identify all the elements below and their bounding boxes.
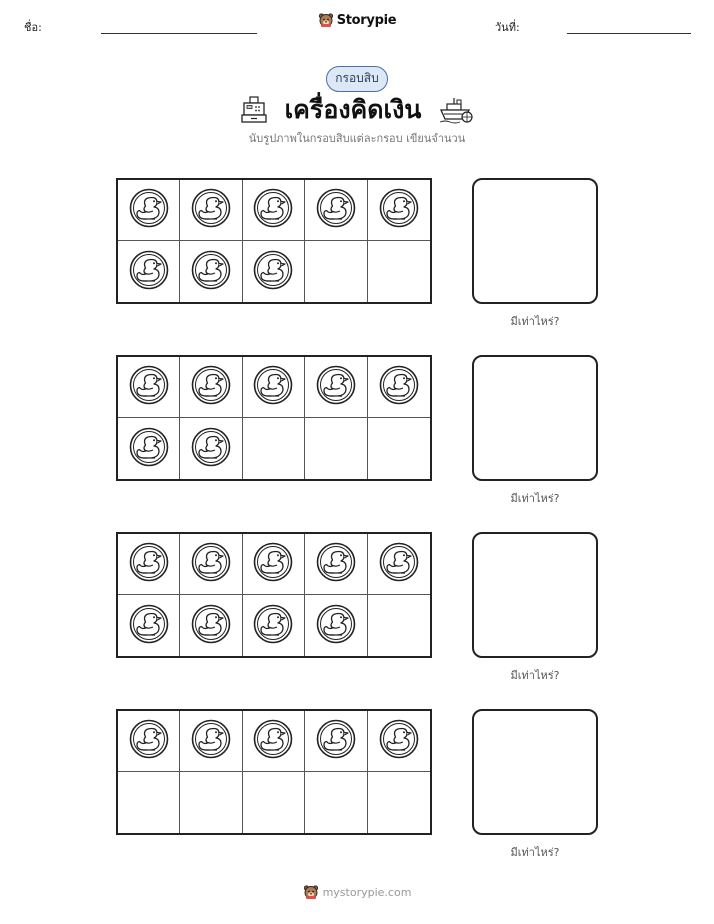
- ten-frame-cell: [368, 241, 430, 302]
- ten-frame-cell: [118, 241, 180, 302]
- duck-coin-icon: [191, 604, 231, 648]
- page-title: เครื่องคิดเงิน: [284, 95, 422, 124]
- cash-register-icon: [241, 96, 267, 124]
- ten-frame-cell: [243, 772, 305, 833]
- bear-icon: [318, 12, 334, 28]
- ten-frame-cell: [368, 595, 430, 656]
- duck-coin-icon: [379, 365, 419, 409]
- ten-frame-cell: [305, 241, 367, 302]
- ten-frame-cell: [243, 595, 305, 656]
- ten-frame-cell: [305, 595, 367, 656]
- ten-frame: [116, 709, 432, 835]
- ten-frame-cell: [180, 711, 242, 772]
- ten-frame-cell: [118, 418, 180, 479]
- bear-icon: [303, 884, 319, 900]
- ten-frame: [116, 355, 432, 481]
- footer-url: mystorypie.com: [322, 885, 412, 899]
- date-label: วันที่:: [495, 21, 520, 34]
- question-label: มีเท่าไหร่?: [510, 846, 560, 859]
- duck-coin-icon: [129, 542, 169, 586]
- duck-coin-icon: [129, 427, 169, 471]
- ten-frame-cell: [305, 711, 367, 772]
- duck-coin-icon: [191, 188, 231, 232]
- question-label: มีเท่าไหร่?: [510, 669, 560, 682]
- question-label: มีเท่าไหร่?: [510, 492, 560, 505]
- ten-frame-cell: [243, 534, 305, 595]
- ten-frame-cell: [118, 711, 180, 772]
- ten-frame-cell: [368, 357, 430, 418]
- duck-coin-icon: [191, 365, 231, 409]
- ten-frame-cell: [118, 772, 180, 833]
- ten-frame-cell: [243, 241, 305, 302]
- answer-box[interactable]: [472, 178, 598, 304]
- footer: [0, 884, 714, 900]
- topic-tag: กรอบสิบ: [326, 66, 388, 92]
- duck-coin-icon: [253, 365, 293, 409]
- date-line[interactable]: [567, 33, 691, 34]
- ten-frame-cell: [305, 418, 367, 479]
- ten-frame-cell: [118, 180, 180, 241]
- duck-coin-icon: [129, 250, 169, 294]
- ten-frame-cell: [243, 711, 305, 772]
- ten-frame-cell: [180, 180, 242, 241]
- brand-logo: [0, 12, 714, 28]
- instructions: นับรูปภาพในกรอบสิบแต่ละกรอบ เขียนจำนวน: [248, 132, 466, 145]
- duck-coin-icon: [379, 719, 419, 763]
- brand-name: Storypie: [336, 12, 397, 28]
- ten-frame-cell: [368, 711, 430, 772]
- duck-coin-icon: [316, 365, 356, 409]
- ten-frame-cell: [243, 418, 305, 479]
- ten-frame: [116, 532, 432, 658]
- duck-coin-icon: [129, 604, 169, 648]
- ten-frame-cell: [180, 241, 242, 302]
- duck-coin-icon: [379, 188, 419, 232]
- duck-coin-icon: [379, 542, 419, 586]
- ten-frame-cell: [368, 772, 430, 833]
- answer-box[interactable]: [472, 355, 598, 481]
- ten-frame-cell: [180, 357, 242, 418]
- duck-coin-icon: [253, 188, 293, 232]
- ten-frame-cell: [118, 595, 180, 656]
- ten-frame-cell: [305, 180, 367, 241]
- duck-coin-icon: [253, 250, 293, 294]
- ten-frame-cell: [368, 534, 430, 595]
- duck-coin-icon: [191, 542, 231, 586]
- duck-coin-icon: [129, 719, 169, 763]
- duck-coin-icon: [316, 188, 356, 232]
- duck-coin-icon: [191, 719, 231, 763]
- duck-coin-icon: [316, 719, 356, 763]
- duck-coin-icon: [253, 719, 293, 763]
- ten-frame-cell: [180, 772, 242, 833]
- ten-frame-cell: [118, 357, 180, 418]
- name-label: ชื่อ:: [24, 21, 42, 34]
- answer-box[interactable]: [472, 532, 598, 658]
- ten-frame-cell: [305, 772, 367, 833]
- ten-frame-cell: [305, 357, 367, 418]
- ten-frame-cell: [118, 534, 180, 595]
- ten-frame-cell: [180, 534, 242, 595]
- ten-frame-cell: [368, 418, 430, 479]
- ten-frame-cell: [368, 180, 430, 241]
- duck-coin-icon: [191, 427, 231, 471]
- question-label: มีเท่าไหร่?: [510, 315, 560, 328]
- duck-coin-icon: [129, 365, 169, 409]
- duck-coin-icon: [253, 542, 293, 586]
- duck-coin-icon: [316, 604, 356, 648]
- duck-coin-icon: [129, 188, 169, 232]
- boat-icon: [439, 96, 473, 124]
- ten-frame-cell: [180, 418, 242, 479]
- ten-frame-cell: [180, 595, 242, 656]
- answer-box[interactable]: [472, 709, 598, 835]
- ten-frame-cell: [243, 180, 305, 241]
- ten-frame: [116, 178, 432, 304]
- name-line[interactable]: [101, 33, 257, 34]
- ten-frame-cell: [243, 357, 305, 418]
- ten-frame-cell: [305, 534, 367, 595]
- duck-coin-icon: [191, 250, 231, 294]
- duck-coin-icon: [316, 542, 356, 586]
- duck-coin-icon: [253, 604, 293, 648]
